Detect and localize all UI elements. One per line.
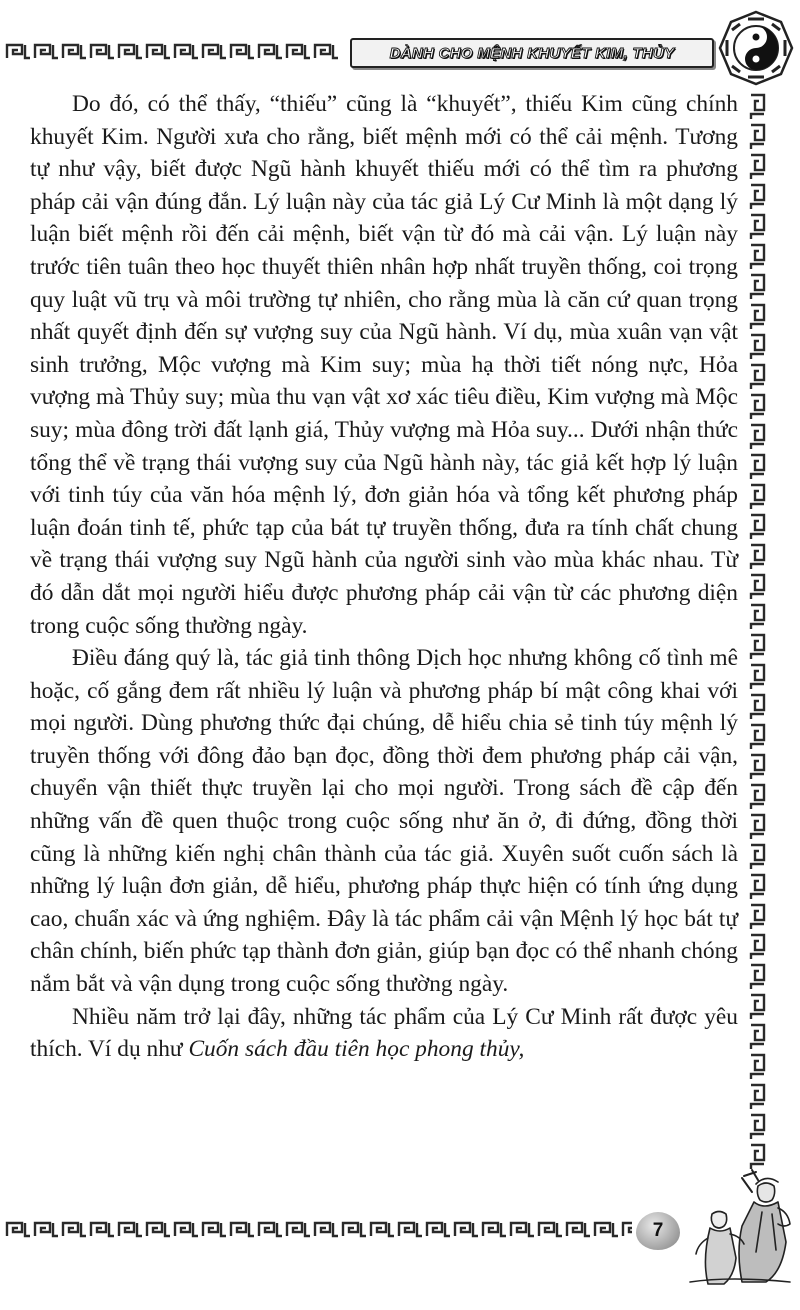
yin-yang-bagua-icon [718, 10, 794, 86]
fret-border-right [748, 92, 768, 1172]
fret-border-bottom [4, 1218, 632, 1240]
paragraph-2: Điều đáng quý là, tác giả tinh thông Dịch học nhưng không cố tình mê hoặc, cố gắng đem rất nhiều lý luận và phương pháp bí mật công khai với mọi người. Dùng phương thức đại chúng, dễ hiểu chia sẻ tinh túy mệnh lý truyền thống với đông đảo bạn đọc, đồng thời đem phương pháp cải vận, chuyển vận thiết thực truyền lại cho mọi người. Trong sách đề cập đến những vấn đề quen thuộc trong cuộc sống như ăn ở, đi đứng, đồng thời cũng là những kiến nghị chân thành của tác giả. Xuyên suốt cuốn sách là những lý luận đơn giản, dễ hiểu, phương pháp thực hiện có tính ứng dụng cao, chuẩn xác và ứng nghiệm. Đây là tác phẩm cải vận Mệnh lý học bát tự chân chính, biến phức tạp thành đơn giản, giúp bạn đọc có thể nhanh chóng nắm bắt và vận dụng trong cuộc sống thường ngày. [30, 645, 738, 998]
paragraph-3 [30, 1001, 738, 1066]
book-title-italic: Cuốn sách đầu tiên học phong thủy, [188, 1036, 525, 1063]
paragraph-1: Do đó, có thể thấy, “thiếu” cũng là “khuyết”, thiếu Kim cũng chính khuyết Kim. Người xưa cho rằng, biết mệnh mới có thể cải mệnh. Tương tự như vậy, biết được Ngũ hành khuyết thiếu mới có thể tìm ra phương pháp cải vận đúng đắn. Lý luận này của tác giả Lý Cư Minh là một dạng lý luận biết mệnh rồi đến cải mệnh, biết vận từ đó mà cải vận. Lý luận này trước tiên tuân theo học thuyết thiên nhân hợp nhất truyền thống, coi trọng quy luật vũ trụ và môi trường tự nhiên, cho rằng mùa là căn cứ quan trọng nhất quyết định đến sự vượng suy của Ngũ hành. Ví dụ, mùa xuân vạn vật sinh trưởng, Mộc vượng mà Kim suy; mùa hạ thời tiết nóng nực, Hỏa vượng mà Thủy suy; mùa thu vạn vật xơ xác tiêu điều, Kim vượng mà Mộc suy; mùa đông trời đất lạnh giá, Thủy vượng mà Hỏa suy... Dưới nhận thức tổng thể về trạng thái vượng suy của Ngũ hành này, tác giả kết hợp lý luận với tinh túy của văn hóa mệnh lý, đơn giản hóa và tổng kết phương pháp luận đoán tinh tế, phức tạp của bát tự truyền thống, đưa ra tính chất chung về trạng thái vượng suy Ngũ hành của người sinh vào mùa khác nhau. Từ đó dẫn dắt mọi người hiểu được phương pháp cải vận từ các phương diện trong cuộc sống thường ngày. [30, 91, 738, 639]
page-number: 7 [636, 1212, 680, 1250]
scholar-figures-illustration [682, 1168, 794, 1286]
body-text [30, 88, 738, 1066]
fret-border-top [4, 40, 340, 62]
running-header-title: DÀNH CHO MỆNH KHUYẾT KIM, THỦY [350, 38, 714, 68]
paragraph-3-text: Nhiều năm trở lại đây, những tác phẩm của Lý Cư Minh rất được yêu thích. Ví dụ như [30, 1003, 738, 1063]
